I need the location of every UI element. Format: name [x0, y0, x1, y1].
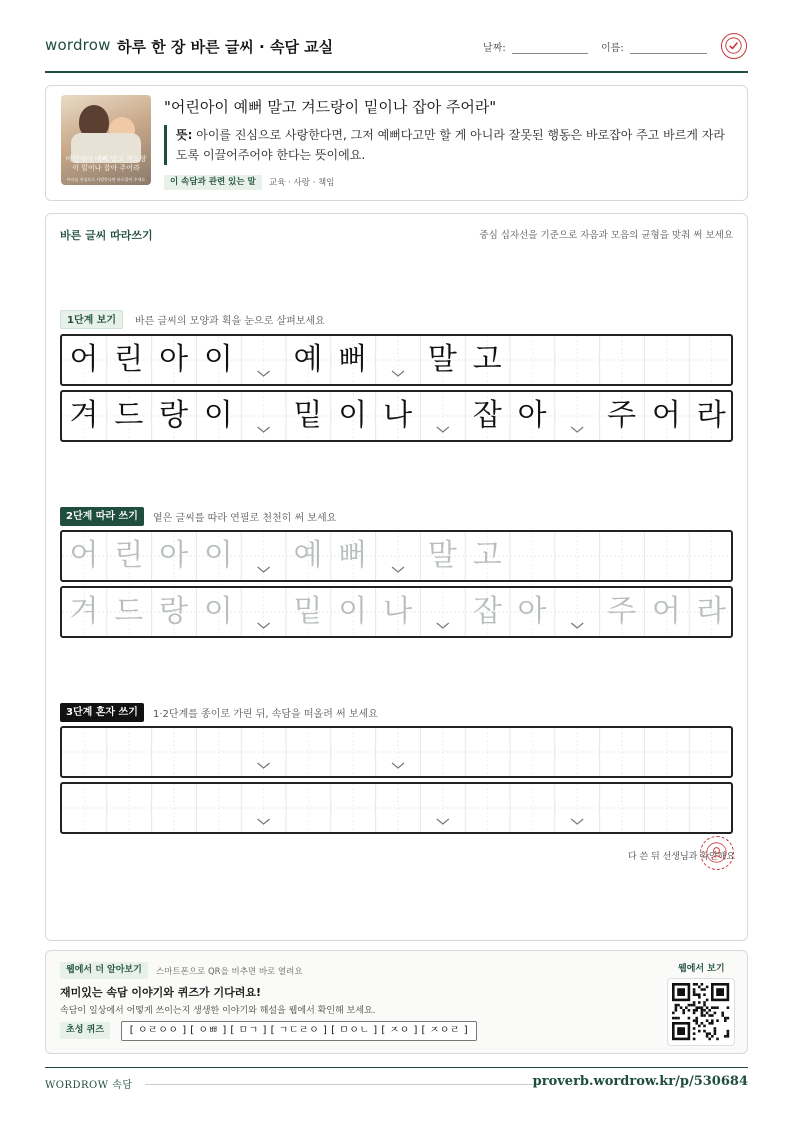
practice-char: 드	[114, 398, 144, 433]
practice-char: 어	[69, 342, 99, 377]
writing-grid	[62, 728, 731, 776]
practice-char: 밑	[293, 398, 323, 433]
practice-hint: 중심 십자선을 기준으로 자음과 모음의 균형을 맞춰 써 보세요	[479, 230, 733, 241]
illustration-caption: 어린아이 예뻐 말고 겨드랑이 밑이나 잡아 주어라	[65, 155, 147, 172]
teacher-stamp-icon	[700, 836, 734, 870]
check-note: 다 쓴 뒤 선생님과 확인해요	[627, 852, 735, 862]
step3-badge: 3단계 혼자 쓰기	[60, 703, 144, 722]
related-tags: 교육 · 사랑 · 책임	[269, 178, 335, 188]
writing-grid	[62, 784, 731, 832]
step2-row-1[interactable]	[60, 530, 733, 582]
meaning-text: 아이를 진심으로 사랑한다면, 그저 예뻐다고만 할 게 아니라 잘못된 행동은 바로잡아 주고 바르게 자라도록 이끌어주어야 한다는 뜻이에요.	[176, 128, 725, 162]
practice-char: 잡	[472, 594, 502, 629]
step2-desc: 옅은 글씨를 따라 연필로 천천히 써 보세요	[153, 513, 337, 524]
practice-char: 이	[203, 342, 233, 377]
proverb-meaning	[164, 125, 734, 165]
web-label: 웹에서 보기	[678, 964, 725, 974]
footer-divider	[145, 1084, 538, 1085]
practice-char: 밑	[293, 594, 323, 629]
page-title: 하루 한 장 바른 글씨 · 속담 교실	[117, 38, 334, 56]
step3-row-1[interactable]	[60, 726, 733, 778]
web-info-box	[45, 950, 748, 1054]
info-body: 속담이 일상에서 어떻게 쓰이는지 생생한 이야기와 해설을 웹에서 확인해 보세요.	[60, 1006, 376, 1016]
check-seal-icon	[721, 33, 747, 59]
logo-text: wordrow	[45, 36, 111, 54]
practice-char: 이	[338, 594, 368, 629]
practice-char: 어	[69, 538, 99, 573]
practice-char: 랑	[159, 594, 189, 629]
date-label: 날짜:	[483, 43, 506, 54]
practice-char: 이	[203, 398, 233, 433]
proverb-card	[45, 85, 748, 201]
practice-char: 주	[607, 594, 637, 629]
practice-char: 나	[383, 398, 413, 433]
practice-char: 나	[383, 594, 413, 629]
practice-char: 이	[203, 594, 233, 629]
proverb-illustration	[61, 95, 151, 185]
practice-char: 랑	[159, 398, 189, 433]
step3-row-2[interactable]	[60, 782, 733, 834]
practice-char: 아	[517, 594, 547, 629]
practice-char: 겨	[69, 398, 99, 433]
related-badge: 이 속담과 관련 있는 말	[164, 175, 262, 190]
practice-char: 겨	[69, 594, 99, 629]
practice-char: 고	[472, 538, 502, 573]
practice-char: 말	[427, 342, 457, 377]
name-field[interactable]	[630, 53, 707, 54]
more-badge: 웹에서 더 알아보기	[60, 962, 148, 979]
practice-char: 예	[293, 538, 323, 573]
practice-char: 아	[159, 538, 189, 573]
practice-char: 어	[651, 594, 681, 629]
practice-title: 바른 글씨 따라쓰기	[60, 229, 153, 242]
practice-char: 아	[517, 398, 547, 433]
step2-badge: 2단계 따라 쓰기	[60, 507, 144, 526]
info-headline: 재미있는 속담 이야기와 퀴즈가 기다려요!	[60, 986, 261, 999]
chosung-quiz: [ ㅇㄹㅇㅇ ] [ ㅇㅃ ] [ ㅁㄱ ] [ ㄱㄷㄹㅇ ] [ ㅁㅇㄴ ] [ ㅈㅇ ] [ ㅈㅇㄹ ]	[121, 1021, 477, 1041]
practice-char: 잡	[472, 398, 502, 433]
wordrow-logo	[45, 36, 111, 54]
practice-char: 드	[114, 594, 144, 629]
practice-char: 라	[696, 398, 726, 433]
practice-char: 뻐	[338, 342, 368, 377]
practice-char: 말	[427, 538, 457, 573]
practice-panel	[45, 213, 748, 941]
practice-char: 아	[159, 342, 189, 377]
qr-code-icon[interactable]	[667, 978, 735, 1046]
step1-desc: 바른 글씨의 모양과 획을 눈으로 살펴보세요	[135, 316, 325, 327]
proverb-title: "어린아이 예뻐 말고 겨드랑이 밑이나 잡아 주어라"	[164, 98, 497, 116]
page-header	[45, 30, 748, 73]
practice-char: 라	[696, 594, 726, 629]
illustration-subcaption: 아이를 진심으로 사랑한다면 바로잡아 주세요	[66, 177, 146, 182]
footer-brand: WORDROW 속담	[45, 1080, 133, 1091]
step2-row-2[interactable]	[60, 586, 733, 638]
practice-char: 린	[114, 538, 144, 573]
step3-desc: 1·2단계를 종이로 가린 뒤, 속담을 떠올려 써 보세요	[153, 709, 378, 720]
practice-char: 어	[651, 398, 681, 433]
quiz-badge: 초성 퀴즈	[60, 1022, 110, 1039]
practice-char: 예	[293, 342, 323, 377]
practice-char: 고	[472, 342, 502, 377]
practice-char: 이	[338, 398, 368, 433]
practice-char: 뻐	[338, 538, 368, 573]
practice-char: 린	[114, 342, 144, 377]
step1-badge: 1단계 보기	[60, 310, 123, 329]
footer-rule	[45, 1067, 748, 1068]
practice-char: 주	[607, 398, 637, 433]
date-field[interactable]	[512, 53, 588, 54]
practice-char: 이	[203, 538, 233, 573]
footer-url[interactable]: proverb.wordrow.kr/p/530684	[532, 1074, 748, 1089]
step1-row-1	[60, 334, 733, 386]
more-subtext: 스마트폰으로 QR을 비추면 바로 열려요	[156, 967, 303, 977]
step1-row-2	[60, 390, 733, 442]
meaning-label: 뜻:	[176, 128, 193, 142]
name-label: 이름:	[601, 43, 624, 54]
